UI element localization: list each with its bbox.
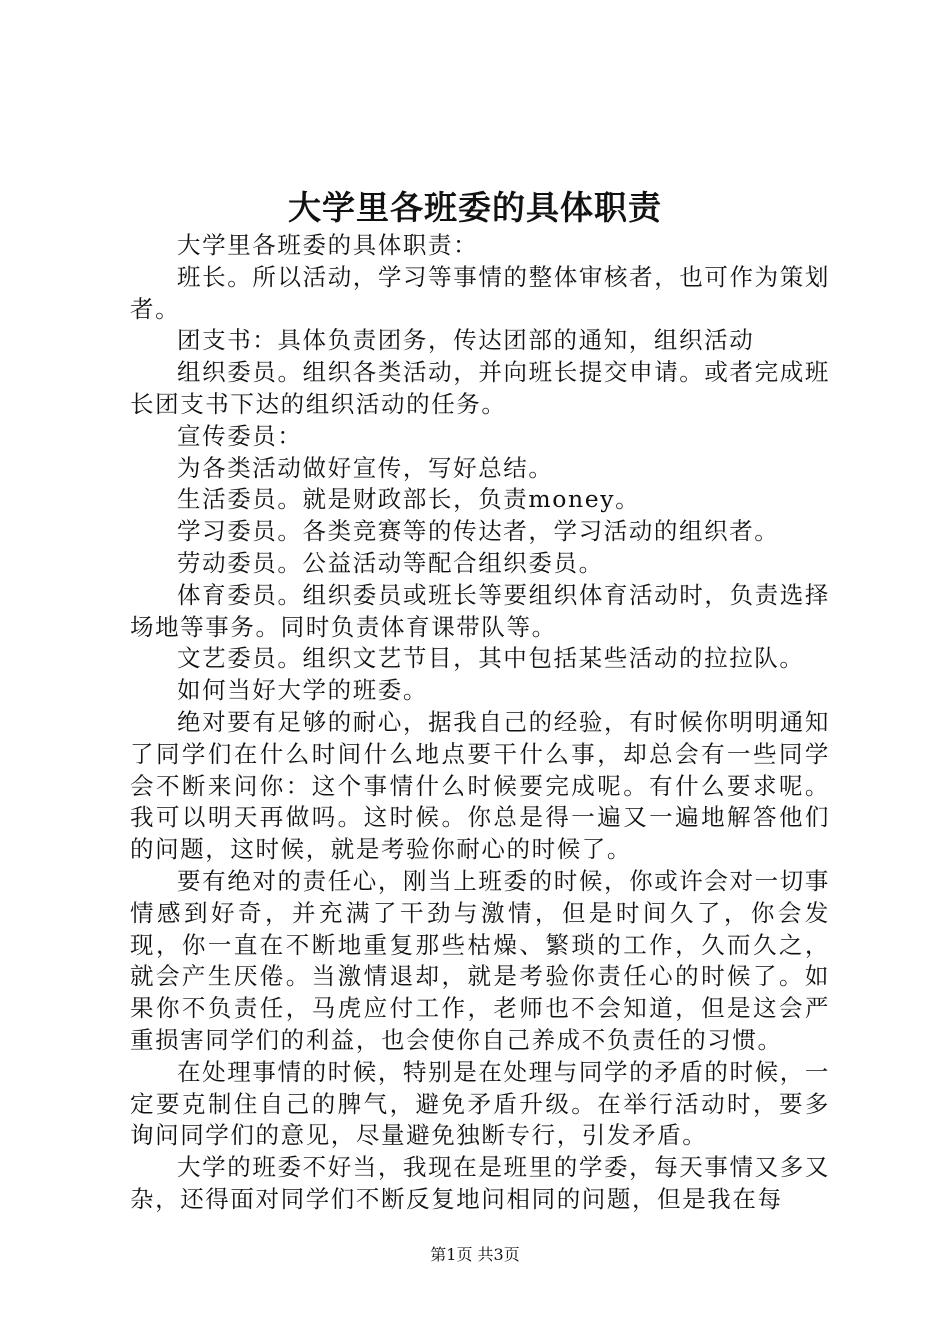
page-footer: 第1页 共3页 (430, 1245, 520, 1264)
paragraph: 劳动委员。公益活动等配合组织委员。 (177, 548, 604, 577)
paragraph: 为各类活动做好宣传，写好总结。 (177, 453, 554, 482)
paragraph: 在处理事情的时候，特别是在处理与同学的矛盾的时候，一定要克制住自己的脾气，避免矛盾升级。在举行活动时，要多询问同学们的意见，尽量避免独断专行，引发矛盾。 (130, 1057, 830, 1150)
paragraph: 如何当好大学的班委。 (177, 676, 428, 705)
paragraph: 组织委员。组织各类活动，并向班长提交申请。或者完成班长团支书下达的组织活动的任务。 (130, 358, 830, 418)
paragraph: 班长。所以活动，学习等事情的整体审核者，也可作为策划者。 (130, 262, 830, 323)
paragraph: 要有绝对的责任心，刚当上班委的时候，你或许会对一切事情感到好奇，并充满了干劲与激情，但是时间久了，你会发现，你一直在不断地重复那些枯燥、繁琐的工作，久而久之，就会产生厌倦。当激情退却，就是考验你责任心的时候了。如果你不负责任，马虎应付工作，老师也不会知道，但是这会严重损害同学们的利益，也会使你自己养成不负责任的习惯。 (130, 866, 830, 1054)
paragraph: 文艺委员。组织文艺节目，其中包括某些活动的拉拉队。 (177, 644, 805, 673)
paragraph: 学习委员。各类竞赛等的传达者，学习活动的组织者。 (177, 517, 780, 546)
paragraph: 团支书：具体负责团务，传达团部的通知，组织活动 (177, 326, 755, 355)
paragraph: 宣传委员： (177, 421, 303, 450)
paragraph: 生活委员。就是财政部长，负责money。 (177, 485, 641, 514)
paragraph: 体育委员。组织委员或班长等要组织体育活动时，负责选择场地等事务。同时负责体育课带队等。 (130, 580, 830, 641)
document-title: 大学里各班委的具体职责 (288, 188, 662, 227)
document-body (130, 230, 830, 1216)
paragraph: 大学里各班委的具体职责： (177, 231, 479, 259)
paragraph: 大学的班委不好当，我现在是班里的学委，每天事情又多又杂，还得面对同学们不断反复地问相同的问题，但是我在每 (130, 1153, 830, 1213)
paragraph: 绝对要有足够的耐心，据我自己的经验，有时候你明明通知了同学们在什么时间什么地点要干什么事，却总会有一些同学会不断来问你：这个事情什么时候要完成呢。有什么要求呢。我可以明天再做吗。这时候。你总是得一遍又一遍地解答他们的问题，这时候，就是考验你耐心的时候了。 (130, 707, 830, 864)
